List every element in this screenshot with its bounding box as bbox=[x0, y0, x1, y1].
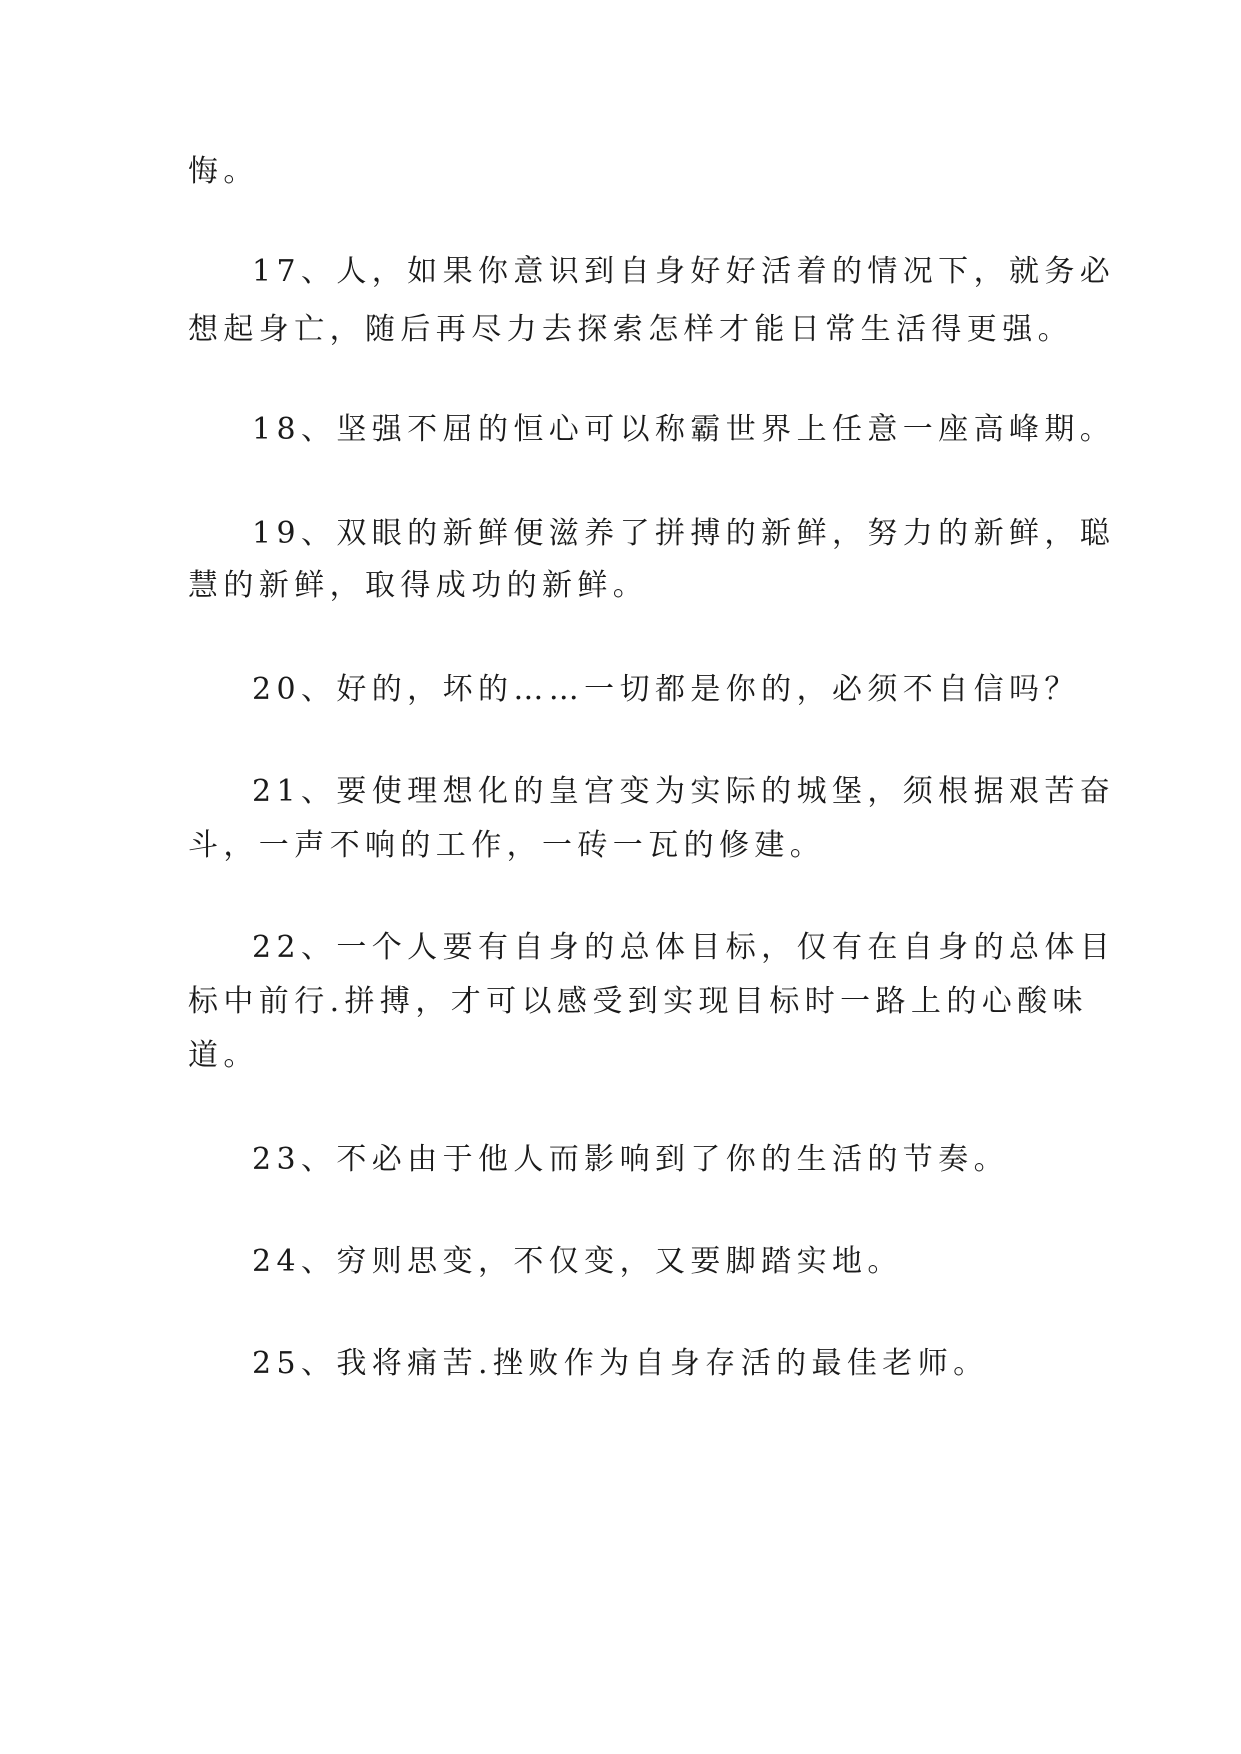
paragraph-24-line-1: 24、穷则思变，不仅变，又要脚踏实地。 bbox=[252, 1244, 903, 1279]
paragraph-19-line-1: 19、双眼的新鲜便滋养了拼搏的新鲜，努力的新鲜，聪 bbox=[252, 516, 1116, 551]
paragraph-16-line-1: 悔。 bbox=[188, 154, 259, 189]
paragraph-25-line-1: 25、我将痛苦.挫败作为自身存活的最佳老师。 bbox=[252, 1346, 989, 1381]
paragraph-21-line-2: 斗，一声不响的工作，一砖一瓦的修建。 bbox=[188, 828, 826, 863]
paragraph-22-line-3: 道。 bbox=[188, 1038, 259, 1073]
paragraph-18-line-1: 18、坚强不屈的恒心可以称霸世界上任意一座高峰期。 bbox=[252, 412, 1116, 447]
paragraph-22-line-1: 22、一个人要有自身的总体目标，仅有在自身的总体目 bbox=[252, 930, 1116, 965]
paragraph-17-line-2: 想起身亡，随后再尽力去探索怎样才能日常生活得更强。 bbox=[188, 312, 1073, 347]
paragraph-17-line-1: 17、人，如果你意识到自身好好活着的情况下，就务必 bbox=[252, 254, 1116, 289]
paragraph-19-line-2: 慧的新鲜，取得成功的新鲜。 bbox=[188, 568, 649, 603]
paragraph-21-line-1: 21、要使理想化的皇宫变为实际的城堡，须根据艰苦奋 bbox=[252, 774, 1116, 809]
paragraph-23-line-1: 23、不必由于他人而影响到了你的生活的节奏。 bbox=[252, 1142, 1009, 1177]
paragraph-20-line-1: 20、好的，坏的……一切都是你的，必须不自信吗？ bbox=[252, 672, 1080, 707]
paragraph-22-line-2: 标中前行.拼搏，才可以感受到实现目标时一路上的心酸味 bbox=[188, 984, 1088, 1019]
